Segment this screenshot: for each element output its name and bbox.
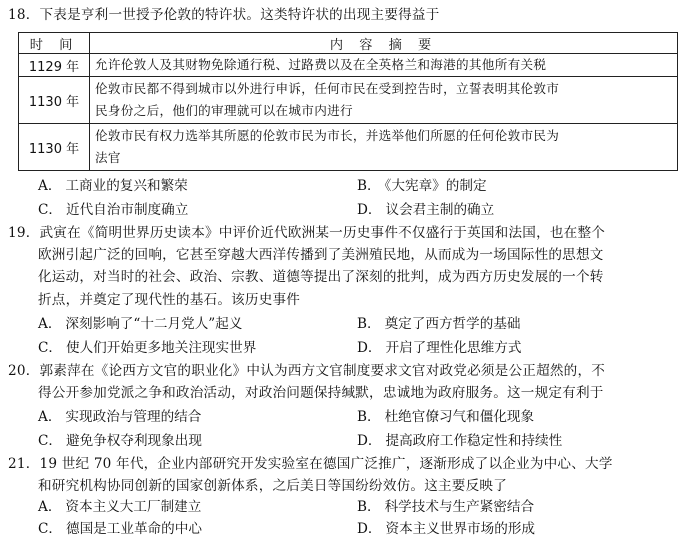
q20-stem-line: 20．郭素萍在《论西方文官的职业化》中认为西方文官制度要求文官对政党必须是公正超然的，不 [8,363,606,379]
table-cell-line: 允许伦敦人及其财物免除通行税、过路费以及在全英格兰和海港的其他所有关税 [95,57,547,72]
option-text: 资本主义世界市场的形成 [385,521,536,537]
q19-option-b [357,313,521,335]
q18-stem: 18．下表是亨利一世授予伦敦的特许状。这类特许状的出现主要得益于 [8,7,440,23]
table-cell-line: 伦敦市民有权力选举其所愿的伦敦市民为市长，并选举他们所愿的任何伦敦市民为 [95,128,560,143]
option-text: 实现政治与管理的结合 [65,409,202,425]
q20-option-b [357,406,534,428]
table-cell-line: 伦敦市民都不得到城市以外进行申诉，任何市民在受到控告时，立誓表明其伦敦市 [95,81,560,96]
table-header-row [19,33,678,54]
option-text: 奠定了西方哲学的基础 [384,316,521,332]
q21-option-d [357,518,535,540]
option-letter: C． [38,433,62,449]
option-letter: B． [357,316,381,332]
table-cell-content [90,54,678,77]
option-text: 深刻影响了“十二月党人”起义 [65,316,243,332]
q18-option-c [38,199,188,221]
table-cell-content [90,77,678,124]
table-header-content: 内 容 摘 要 [90,33,678,54]
q19-option-c [38,337,256,359]
q20-option-c [38,430,202,452]
option-letter: D． [357,202,382,218]
option-letter: D． [357,340,382,356]
table-row [19,54,678,77]
option-letter: A． [38,409,62,425]
table-cell-line: 民身份之后，他们的审理就可以在城市内进行 [95,103,353,118]
option-text: 使人们开始更多地关注现实世界 [66,340,257,356]
option-text: 《大宪章》的制定 [384,178,487,194]
q19-option-a [38,313,242,335]
option-text: 资本主义大工厂制建立 [65,499,202,515]
option-text: 近代自治市制度确立 [66,202,189,218]
q21-stem-line: 21．19 世纪 70 年代，企业内部研究开发实验室在德国广泛推广，逐渐形成了以企业为中心、大学 [8,456,613,472]
table-cell-time: 1129 年 [19,54,90,77]
table-row [19,77,678,124]
option-letter: C． [38,202,62,218]
option-text: 开启了理性化思维方式 [385,340,522,356]
option-text: 避免争权夺利现象出现 [66,433,202,449]
q19-stem-line: 19．武寅在《简明世界历史读本》中评价近代欧洲某一历史事件不仅盛行于英国和法国，也在整个 [8,225,606,241]
option-text: 提高政府工作稳定性和持续性 [385,433,563,449]
option-letter: C． [38,521,62,537]
table-cell-line: 法官 [95,150,121,165]
option-letter: B． [357,499,381,515]
option-letter: A． [38,499,62,515]
table-cell-time: 1130 年 [19,124,90,171]
option-text: 科学技术与生产紧密结合 [384,499,535,515]
option-letter: B． [357,409,381,425]
table-cell-content [90,124,678,171]
option-letter: D． [357,433,382,449]
option-letter: A． [38,178,62,194]
table-header-time: 时 间 [19,33,90,54]
q18-option-b [357,175,487,197]
q20-option-a [38,406,201,428]
q19-stem-line: 化运动，对当时的社会、政治、宗教、道德等提出了深刻的批判，成为西方历史发展的一个转 [38,269,604,285]
option-text: 工商业的复兴和繁荣 [65,178,188,194]
q21-option-b [357,496,534,518]
q20-option-d [357,430,562,452]
q21-stem-line: 和研究机构协同创新的国家创新体系，之后美日等国纷纷效仿。这主要反映了 [38,478,507,494]
q18-table [18,32,678,171]
option-text: 杜绝官僚习气和僵化现象 [384,409,535,425]
option-letter: C． [38,340,62,356]
q18-option-a [38,175,188,197]
table-row [19,124,678,171]
option-letter: B． [357,178,381,194]
table-cell-time: 1130 年 [19,77,90,124]
option-letter: D． [357,521,382,537]
q19-stem-line: 折点，并奠定了现代性的基石。该历史事件 [38,292,301,308]
q18-option-d [357,199,494,221]
option-text: 德国是工业革命的中心 [66,521,202,537]
option-text: 议会君主制的确立 [385,202,495,218]
q19-stem-line: 欧洲引起广泛的回响，它甚至穿越大西洋传播到了美洲殖民地，从而成为一场国际性的思想文 [38,247,604,263]
q21-option-a [38,496,201,518]
q20-stem-line: 得公开参加党派之争和政治活动，对政治问题保持缄默，忠诚地为政府服务。这一规定有利于 [38,385,604,401]
q19-option-d [357,337,521,359]
q21-option-c [38,518,202,540]
option-letter: A． [38,316,62,332]
